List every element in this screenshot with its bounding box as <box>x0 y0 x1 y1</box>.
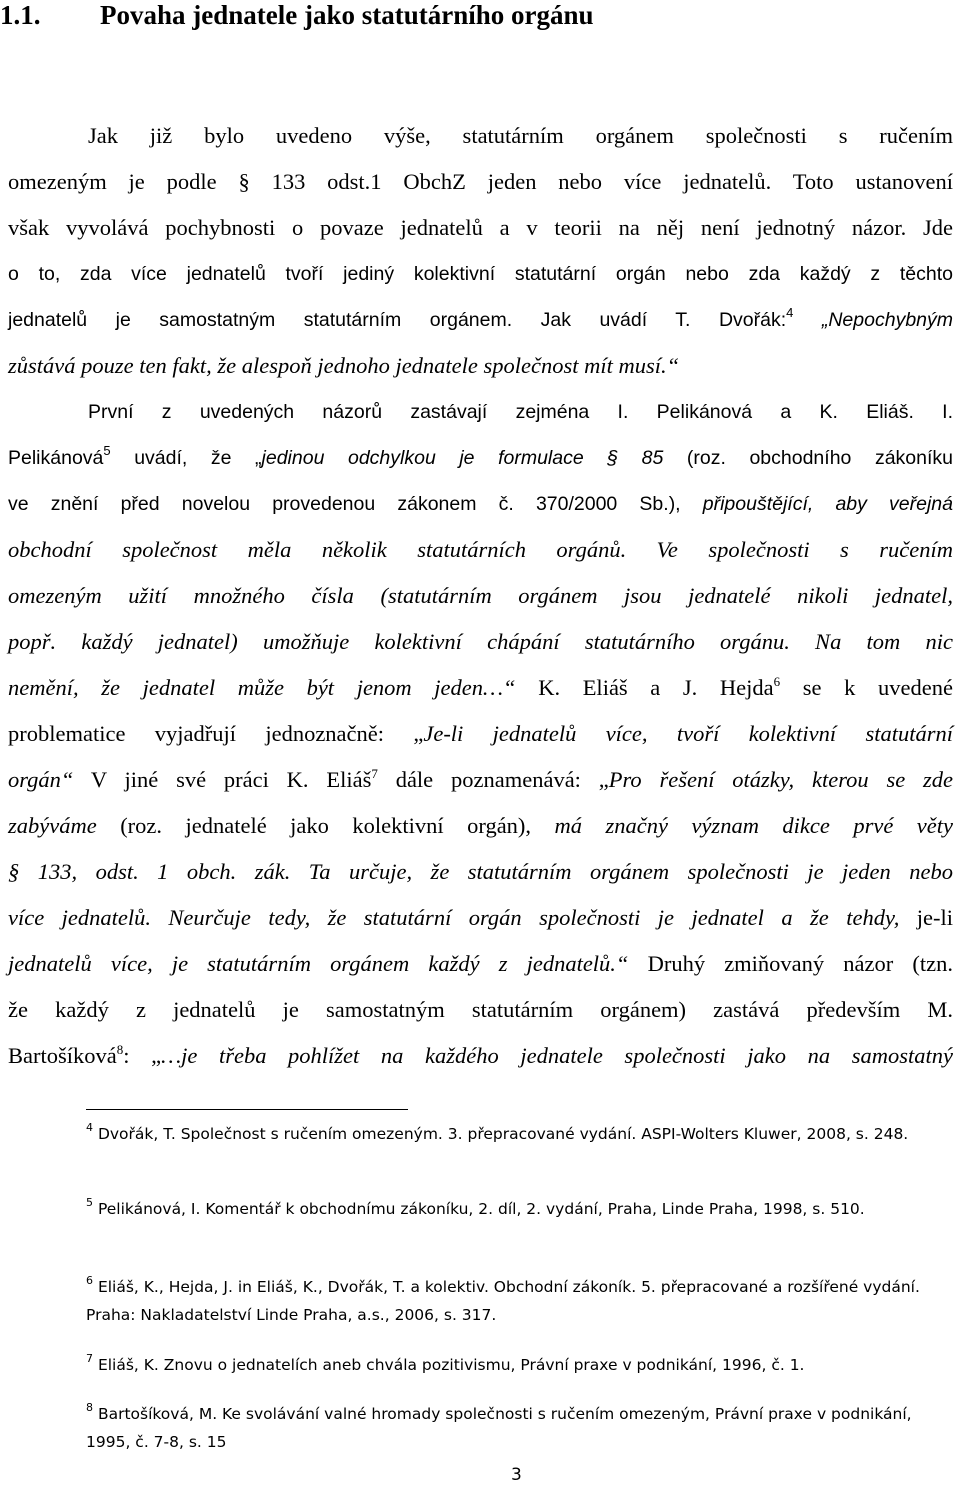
text-run: (roz. jednatelé jako kolektivní orgán), <box>96 813 532 838</box>
text-run: je-li <box>899 905 953 930</box>
paragraph-line: omezeným je podle § 133 odst.1 ObchZ jeden nebo více jednatelů. Toto ustanovení <box>8 169 953 194</box>
quote-run: má značný význam dikce prvé věty <box>531 813 954 838</box>
footnote-text: Bartošíková, M. Ke svolávání valné hromady společnosti s ručením omezeným, Právní praxe v podnikání, 1995, č. 7-8, s. 15 <box>86 1405 912 1451</box>
paragraph-line: o to, zda více jednatelů tvoří jediný kolektivní statutární orgán nebo zda každý z těchto <box>8 263 953 285</box>
page-number: 3 <box>511 1465 522 1485</box>
text-run: K. Eliáš a J. Hejda <box>515 675 774 700</box>
footnote-number: 5 <box>86 1196 93 1209</box>
footnote <box>86 1120 954 1148</box>
paragraph-line <box>8 305 953 335</box>
text-run: : „ <box>123 1043 162 1068</box>
paragraph-line: zůstává pouze ten fakt, že alespoň jednoho jednatele společnost mít musí.“ <box>8 353 680 378</box>
paragraph-line <box>8 765 953 795</box>
footnote-text: Pelikánová, I. Komentář k obchodnímu zákoníku, 2. díl, 2. vydání, Praha, Linde Praha, 1998, s. 510. <box>97 1200 865 1218</box>
quote-run: připouštějící, aby veřejná <box>680 493 953 515</box>
paragraph-line: První z uvedených názorů zastávají zejména I. Pelikánová a K. Eliáš. I. <box>88 401 953 423</box>
text-run: V jiné své práci K. Eliáš <box>73 767 372 792</box>
paragraph-line: obchodní společnost měla několik statutárních orgánů. Ve společnosti s ručením <box>8 537 953 562</box>
footnote-text: Eliáš, K. Znovu o jednatelích aneb chvála pozitivismu, Právní praxe v podnikání, 1996, č. 1. <box>97 1356 805 1374</box>
quote-run: více jednatelů. Neurčuje tedy, že statutární orgán společnosti je jednatel a že tehdy, <box>8 905 900 930</box>
paragraph-line <box>8 673 953 703</box>
text-run: ve znění před novelou provedenou zákonem č. 370/2000 Sb.), <box>8 493 681 515</box>
footnote-ref: 7 <box>371 766 378 781</box>
quote-run: Pro řešení otázky, kterou se zde <box>608 767 954 792</box>
footnote-number: 8 <box>86 1401 93 1414</box>
quote-run: …je třeba pohlížet na každého jednatele společnosti jako na samostatný <box>161 1043 953 1068</box>
footnote-number: 6 <box>86 1274 93 1287</box>
paragraph-line <box>8 443 953 473</box>
text-run: dále poznamenává: „ <box>377 767 609 792</box>
footnote-number: 7 <box>86 1352 93 1365</box>
paragraph-line <box>8 949 953 979</box>
section-number: 1.1. <box>0 0 41 30</box>
paragraph-line <box>8 903 953 933</box>
text-run: jednatelů je samostatným statutárním orgánem. Jak uvádí T. Dvořák: <box>8 309 787 331</box>
footnote <box>86 1351 954 1379</box>
footnote-ref: 8 <box>116 1042 124 1057</box>
paragraph-line: Jak již bylo uvedeno výše, statutárním orgánem společnosti s ručením <box>88 123 953 148</box>
paragraph-line: omezeným užití množného čísla (statutárním orgánem jsou jednatelé nikoli jednatel, <box>8 583 953 608</box>
paragraph-line <box>8 719 953 749</box>
footnote-separator <box>86 1109 408 1110</box>
quote-run: zabýváme <box>8 813 97 838</box>
footnote-number: 4 <box>86 1121 93 1134</box>
paragraph-line <box>8 811 953 841</box>
section-title: Povaha jednatele jako statutárního orgánu <box>100 0 594 30</box>
paragraph-line: § 133, odst. 1 obch. zák. Ta určuje, že statutárním orgánem společnosti je jeden nebo <box>8 859 953 884</box>
footnote <box>86 1195 954 1223</box>
text-run: Bartošíková <box>8 1043 117 1068</box>
paragraph-line <box>8 489 953 519</box>
text-run: problematice vyjadřují jednoznačně: „ <box>8 721 424 746</box>
footnote <box>86 1400 954 1456</box>
footnote-text: Dvořák, T. Společnost s ručením omezeným. 3. přepracované vydání. ASPI-Wolters Kluwer, 2008, s. 248. <box>97 1125 909 1143</box>
footnote-ref: 4 <box>786 305 794 320</box>
quote-run: nemění, že jednatel může být jenom jeden…“ <box>8 675 516 700</box>
paragraph-line <box>8 1041 953 1071</box>
quote-run: orgán“ <box>8 767 74 792</box>
footnote-ref: 5 <box>103 443 111 458</box>
text-run: (roz. obchodního zákoníku <box>663 447 953 469</box>
text-run: Druhý zmiňovaný názor (tzn. <box>628 951 953 976</box>
text-run: se k uvedené <box>780 675 954 700</box>
quote-run: „Nepochybným <box>793 309 953 331</box>
paragraph-line: že každý z jednatelů je samostatným statutárním orgánem) zastává především M. <box>8 997 953 1022</box>
quote-run: Je-li jednatelů více, tvoří kolektivní statutární <box>423 721 953 746</box>
text-run: Pelikánová <box>8 447 104 469</box>
footnote-text: Eliáš, K., Hejda, J. in Eliáš, K., Dvořák, T. a kolektiv. Obchodní zákoník. 5. přepracované a rozšířené vydání. Praha: Nakladatelství Linde Praha, a.s., 2006, s. 317. <box>86 1278 920 1324</box>
text-run: uvádí, že „ <box>110 447 262 469</box>
footnote-ref: 6 <box>773 674 781 689</box>
quote-run: jednatelů více, je statutárním orgánem každý z jednatelů.“ <box>8 951 629 976</box>
section-heading <box>0 0 594 30</box>
paragraph-line: popř. každý jednatel) umožňuje kolektivní chápání statutárního orgánu. Na tom nic <box>8 629 953 654</box>
paragraph-line: však vyvolává pochybnosti o povaze jednatelů a v teorii na něj není jednotný názor. Jde <box>8 215 953 240</box>
quote-run: jedinou odchylkou je formulace § 85 <box>261 447 664 469</box>
footnote <box>86 1273 954 1329</box>
